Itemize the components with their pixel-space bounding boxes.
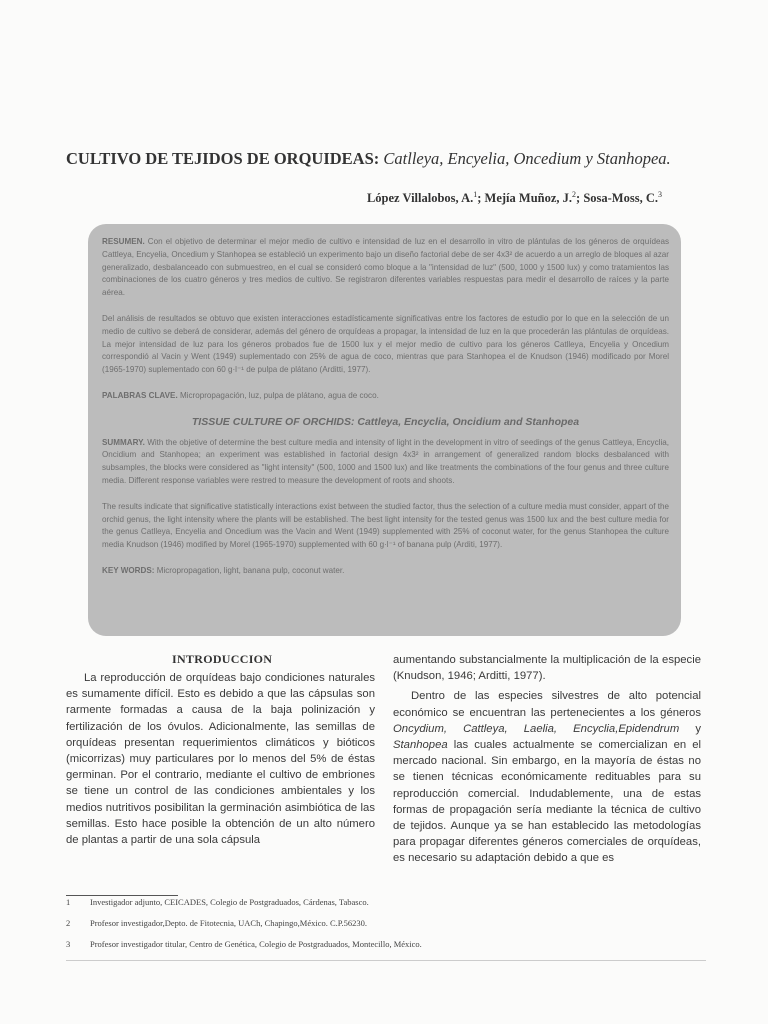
key-words — [102, 565, 669, 578]
intro-paragraph-1: La reproducción de orquídeas bajo condiciones naturales es sumamente difícil. Esto es debido a que las cápsulas son rarmente formadas a causa de la baja polinización y fertilización de los óvulos. Adicionalmente, las semillas de orquídeas presentan requerimientos climáticos y bióticos (micorrizas) muy particulares por lo menos del 5% de éstas germinan. Por el contrario, mediante el cultivo de embriones se tiene un control de las condiciones ambientales y los medios nutritivos posibilitan la germinación asimbiótica de las semillas. Esto hace posible la obtención de un alto número de plantas a partir de una sola cápsula — [66, 672, 375, 847]
body-column-right — [393, 652, 701, 871]
summary-label: SUMMARY. — [102, 437, 145, 447]
footnote-text: Profesor investigador titular, Centro de Genética, Colegio de Postgraduados, Montecillo, México. — [90, 939, 422, 949]
resumen-label: RESUMEN. — [102, 237, 145, 246]
summary-text-1: With the objetive of determine the best culture media and intensity of light in the development in vitro of seedings of the genus Cattleya, Encyclia, Oncidium and Stanhopea; an experiment was established in factorial design 4x3² in arrangement of generalized random blocks desbalanced with subsamples, the blocks were considered as "light intensity" (500, 1000 and 1500 lux) and like treatments the combinations of the four genus and three culture media. Different response variables were restred to measure the development of roots and shoots. — [102, 437, 669, 485]
article-title — [66, 149, 706, 169]
abstract-box — [88, 224, 681, 636]
palabras-clave — [102, 390, 669, 403]
summary-paragraph-1 — [102, 437, 669, 488]
summary-paragraph-2: The results indicate that significative statistically interactions exist between the studied factor, thus the selection of a culture media must consider, appart of the orchid genus, the light intensity where the plants will be established. The best light intensity for the tested genus was 1500 lux and the best culture media for the genus Catlleya, Encyelia and Oncedium was the Vacin and Went (1949) supplemented with 25% of coconut water, for the genus Stanhopea the culture media Knudson (1946) modified by Morel (1965-1970) supplemented with 60 g·l⁻¹ of banana pulp (Arditi, 1977). — [102, 501, 669, 550]
key-words-label: KEY WORDS: — [102, 565, 155, 575]
intro-paragraph-2 — [393, 688, 701, 866]
palabras-clave-text: Micropropagación, luz, pulpa de plátano, agua de coco. — [177, 390, 379, 400]
footnote — [66, 897, 706, 907]
author-line — [367, 190, 662, 206]
intro-paragraph-1-continued: aumentando substancialmente la multiplicación de la especie (Knudson, 1946; Arditti, 1977). — [393, 654, 701, 683]
footnote — [66, 918, 706, 928]
genera-list: Oncydium, Cattleya, Laelia, Encyclia,Epidendrum — [393, 722, 680, 735]
body-column-left — [66, 670, 375, 852]
footnote — [66, 939, 706, 949]
resumen-text-1: Con el objetivo de determinar el mejor medio de cultivo e intensidad de luz en el desarrollo in vitro de plántulas de los géneros de orquídeas Cattleya, Encyelia, Oncedium y Stanhopea se estableció un experimento bajo un diseño factorial debe de ser 4x3² de acuerdo a un arreglo de bloques al azar generalizado, desbalanceado con submuestreo, en el cual se consideró como bloque a la "intensidad de luz" (500, 1000 y 1500 lux) y como tratamientos las combinaciones de los cuatro géneros y tres medios de cultivo. Se registraron diferentes variables respuestas para medir el desarrollo de raíces y la parte aérea. — [102, 237, 669, 298]
footnote-rule — [66, 895, 178, 896]
bottom-rule — [66, 960, 706, 961]
author-3-affiliation: 3 — [658, 190, 662, 199]
title-main: CULTIVO DE TEJIDOS DE ORQUIDEAS: — [66, 149, 380, 168]
english-title: TISSUE CULTURE OF ORCHIDS: Cattleya, Encyclia, Oncidium and Stanhopea — [191, 415, 580, 428]
genus-stanhopea: Stanhopea — [393, 739, 448, 752]
footnote-text: Investigador adjunto, CEICADES, Colegio de Postgraduados, Cárdenas, Tabasco. — [90, 897, 369, 907]
author-1: López Villalobos, A. — [366, 191, 474, 206]
footnote-number: 3 — [66, 939, 71, 949]
author-separator: ; — [477, 191, 485, 206]
author-3: Sosa-Moss, C. — [583, 191, 658, 206]
author-separator: ; — [576, 191, 584, 206]
author-1-affiliation: 1 — [473, 190, 478, 199]
footnote-text: Profesor investigador,Depto. de Fitotecnia, UACh, Chapingo,México. C.P.56230. — [90, 918, 368, 928]
author-2-affiliation: 2 — [572, 190, 577, 199]
intro-paragraph-2-text-a: Dentro de las especies silvestres de alto potencial económico se encuentran las pertenecientes a los géneros — [393, 690, 701, 719]
resumen-paragraph-2: Del análisis de resultados se obtuvo que existen interacciones estadísticamente significativas entre los factores de estudio por lo que en la selección de un medio de cultivo se deberá de considerar, además del género de orquídeas a propagar, la intensidad de luz en la que procederán las plántulas de orquídeas. La mejor intensidad de luz para los géneros probados fue de 1500 lux y el mejor medio de cultivo para los géneros Catlleya, Encyelia y Oncedium correspondió al Vacin y Went (1949) suplementado con 25% de agua de coco, mientras que para Stanhopea el de Knudson (1946) modificado por Morel (1965-1970) suplementado con 60 g·l⁻¹ de pulpa de plátano (Arditti, 1977). — [102, 313, 669, 375]
palabras-clave-label: PALABRAS CLAVE. — [102, 390, 178, 400]
section-heading-introduccion: INTRODUCCION — [172, 652, 273, 666]
intro-paragraph-2-text-b: las cuales actualmente se comercializan en el mercado nacional. Sin embargo, en la mayoría de éstas no se tienen técnicas económicamente redituables para su reproducción comercial. Indudablemente, una de estas formas de propagación sería mediante la técnica de cultivo de tejidos. Aunque ya se han establecido las metodologías para propagar diferentes géneros comerciales de orquídeas, es necesario su adaptación debido a que es — [393, 739, 701, 865]
footnote-number: 1 — [66, 897, 71, 907]
intro-paragraph-2-conjunction: y — [679, 722, 701, 735]
footnotes — [66, 897, 706, 960]
author-2: Mejía Muñoz, J. — [484, 191, 573, 206]
title-species: Catlleya, Encyelia, Oncedium y Stanhopea. — [383, 149, 671, 168]
resumen-paragraph-1 — [102, 236, 669, 300]
key-words-text: Micropropagation, light, banana pulp, coconut water. — [154, 565, 345, 575]
footnote-number: 2 — [66, 918, 71, 928]
